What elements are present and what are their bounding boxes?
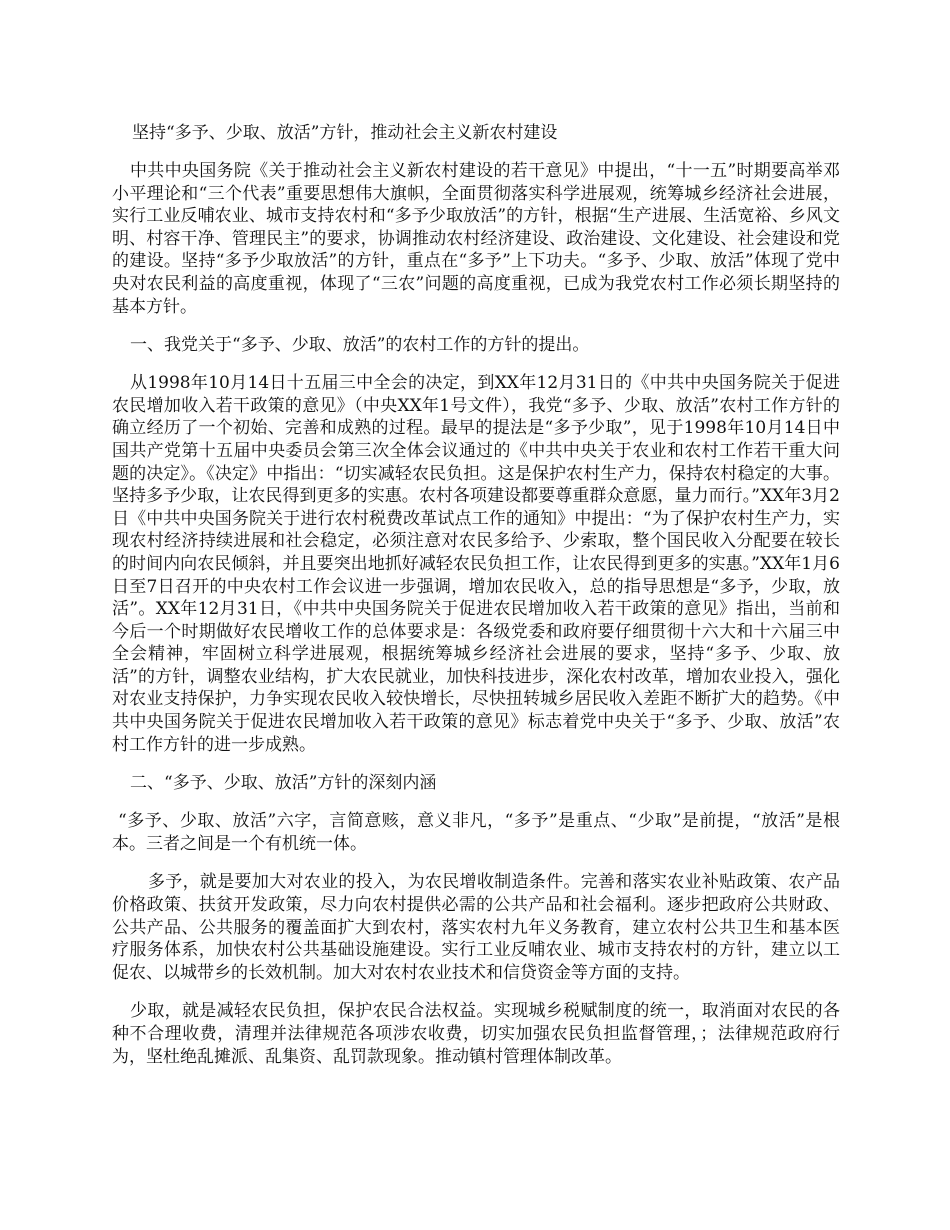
duoyu-paragraph: 多予，就是要加大对农业的投入，为农民增收制造条件。完善和落实农业补贴政策、农产品价格政策、扶贫开发政策，尽力向农村提供必需的公共产品和社会福利。逐步把政府公共财政、公共产品、公共服务的覆盖面扩大到农村，落实农村九年义务教育，建立农村公共卫生和基本医疗服务体系，加快农村公共基础设施建设。实行工业反哺农业、城市支持农村的方针，建立以工促农、以城带乡的长效机制。加大对农村农业技术和信贷资金等方面的支持。 [112, 872, 840, 983]
section-1-paragraph: 从1998年10月14日十五届三中全会的决定，到XX年12月31日的《中共中央国务院关于促进农民增加收入若干政策的意见》（中央XX年1号文件），我党“多予、少取、放活”农村工作方针的确立经历了一个初始、完善和成熟的过程。最早的提法是“多予少取”，见于1998年10月14日中国共产党第十五届中央委员会第三次全体会议通过的《中共中央关于农业和农村工作若干重大问题的决定》。《决定》中指出：“切实减轻农民负担。这是保护农村生产力，保持农村稳定的大事。坚持多予少取，让农民得到更多的实惠。农村各项建设都要尊重群众意愿，量力而行。”XX年3月2日《中共中央国务院关于进行农村税费改革试点工作的通知》中提出：“为了保护农村生产力，实现农村经济持续进展和社会稳定，必须注意对农民多给予、少索取，整个国民收入分配要在较长的时间内向农民倾斜，并且要突出地抓好减轻农民负担工作，让农民得到更多的实惠。”XX年1月6日至7日召开的中央农村工作会议进一步强调，增加农民收入，总的指导思想是“多予，少取，放活”。XX年12月31日，《中共中央国务院关于促进农民增加收入若干政策的意见》指出，当前和今后一个时期做好农民增收工作的总体要求是：各级党委和政府要仔细贯彻十六大和十六届三中全会精神，牢固树立科学进展观，根据统筹城乡经济社会进展的要求，坚持“多予、少取、放活”的方针，调整农业结构，扩大农民就业，加快科技进步，深化农村改革，增加农业投入，强化对农业支持保护，力争实现农民收入较快增长，尽快扭转城乡居民收入差距不断扩大的趋势。《中共中央国务院关于促进农民增加收入若干政策的意见》标志着党中央关于“多予、少取、放活”农村工作方针的进一步成熟。 [112, 373, 840, 755]
section-2-heading: 二、“多予、少取、放活”方针的深刻内涵 [130, 773, 437, 794]
document-page [112, 122, 840, 1084]
shaoqu-paragraph: 少取，就是减轻农民负担，保护农民合法权益。实现城乡税赋制度的统一，取消面对农民的各种不合理收费，清理并法律规范各项涉农收费，切实加强农民负担监督管理，；法律规范政府行为，坚杜绝乱摊派、乱集资、乱罚款现象。推动镇村管理体制改革。 [112, 1001, 840, 1067]
section-1-heading: 一、我党关于“多予、少取、放活”的农村工作的方针的提出。 [130, 335, 590, 356]
section-2-intro-paragraph: “多予、少取、放活”六字，言简意赅，意义非凡，“多予”是重点、“少取”是前提，“放活”是根本。三者之间是一个有机统一体。 [112, 811, 840, 854]
document-title: 坚持“多予、少取、放活”方针，推动社会主义新农村建设 [132, 123, 558, 143]
intro-paragraph: 中共中央国务院《关于推动社会主义新农村建设的若干意见》中提出，“十一五”时期要高举邓小平理论和“三个代表”重要思想伟大旗帜，全面贯彻落实科学进展观，统筹城乡经济社会进展，实行工业反哺农业、城市支持农村和“多予少取放活”的方针，根据“生产进展、生活宽裕、乡风文明、村容干净、管理民主”的要求，协调推动农村经济建设、政治建设、文化建设、社会建设和党的建设。坚持“多予少取放活”的方针，重点在“多予”上下功夫。“多予、少取、放活”体现了党中央对农民利益的高度重视，体现了“三农”问题的高度重视，已成为我党农村工作必须长期坚持的基本方针。 [112, 161, 840, 317]
